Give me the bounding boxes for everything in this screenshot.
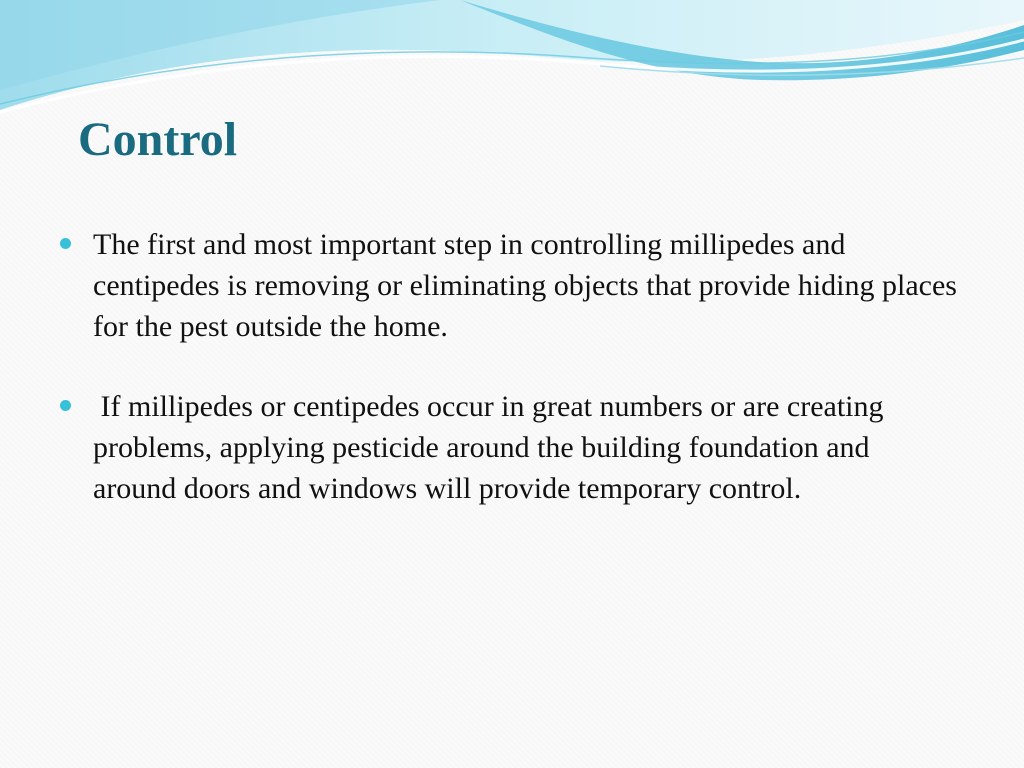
bullet-list <box>60 224 965 509</box>
bullet-text: If millipedes or centipedes occur in great numbers or are creating problems, applying pesticide around the building foundation and around doors and windows will provide temporary control. <box>93 390 892 505</box>
bullet-text: The first and most important step in controlling millipedes and centipedes is removing or eliminating objects that provide hiding places for the pest outside the home. <box>93 228 965 343</box>
bullet-item <box>60 224 965 347</box>
slide-title: Control <box>78 113 238 166</box>
bullet-dot-icon <box>60 400 71 411</box>
bullet-dot-icon <box>60 238 71 249</box>
bullet-item <box>60 386 960 509</box>
